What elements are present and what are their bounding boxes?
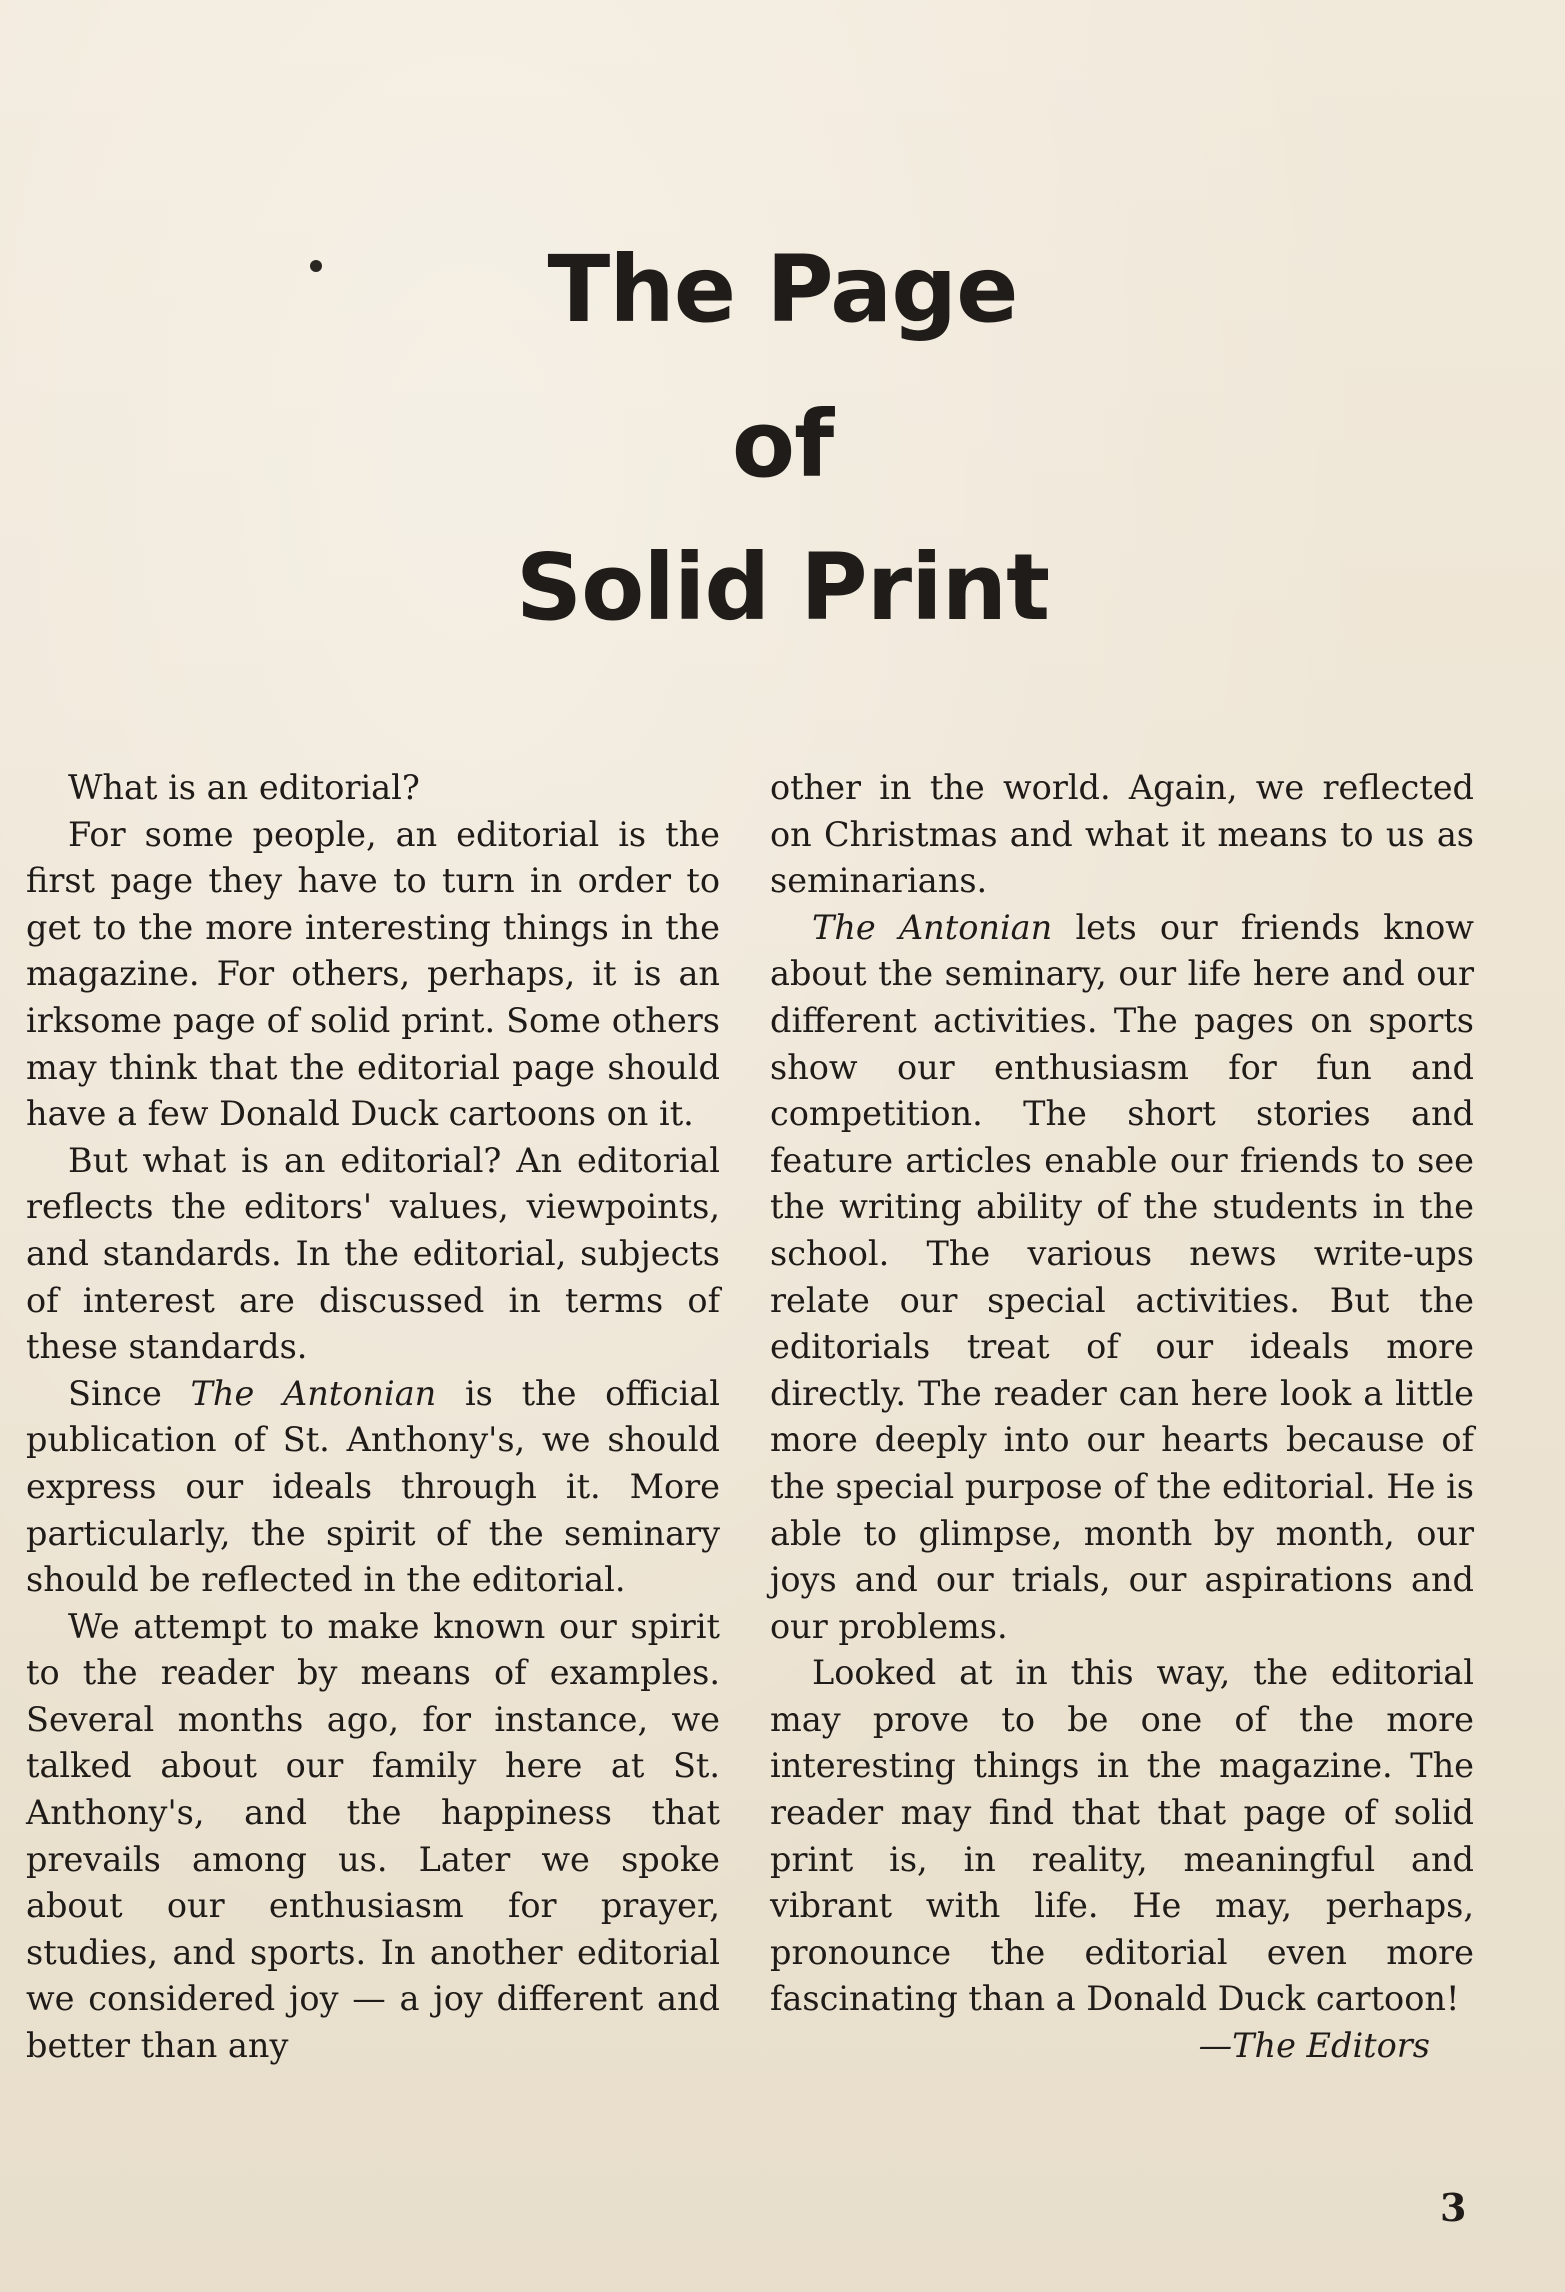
publication-name: The Antonian — [190, 1373, 437, 1413]
publication-name: The Antonian — [812, 907, 1053, 947]
text-run: lets our friends know about the seminary, our life here and our different activities. The pages on sports show our enthusiasm for fun and competition. The short stories and feature articles enable our friends to see the writing ability of the students in the school. The various news write-ups relate our special activities. But the editorials treat of our ideals more directly. The reader can here look a little more deeply into our hearts because of the special purpose of the editorial. He is able to glimpse, month by month, our joys and our trials, our aspirations and our problems. — [770, 907, 1474, 1646]
text-run: Since — [68, 1373, 191, 1413]
title-line-1: The Page — [547, 236, 1018, 343]
paragraph: What is an editorial? — [68, 768, 420, 807]
paragraph: We attempt to make known our spirit to the reader by means of examples. Several months ago, for instance, we talked about our family here at St. Anthony's, and the happiness that prevails among us. Later we spoke about our enthusiasm for prayer, studies, and sports. In another editorial we considered joy — a joy different and better than any — [26, 1606, 720, 2066]
paragraph: But what is an editorial? An editorial reflects the editors' values, viewpoints, and standards. In the editorial, subjects of interest are discussed in terms of these standards. — [26, 1140, 720, 1367]
paragraph: For some people, an editorial is the first page they have to turn in order to get to the more interesting things in the magazine. For others, perhaps, it is an irksome page of solid print. Some others may think that the editorial page should have a few Donald Duck cartoons on it. — [26, 814, 720, 1134]
title-line-2: of — [731, 391, 834, 498]
title-line-3: Solid Print — [515, 534, 1050, 641]
page-number: 3 — [1440, 2185, 1467, 2230]
paragraph — [26, 1371, 720, 1604]
left-column — [26, 765, 720, 2070]
right-column — [770, 765, 1474, 2070]
text-run: is the official publication of St. Anthony's, we should express our ideals through it. More particularly, the spirit of the seminary should be reflected in the editorial. — [26, 1373, 720, 1600]
signature: —The Editors — [1198, 2026, 1430, 2066]
paragraph: other in the world. Again, we reflected on Christmas and what it means to us as seminarians. — [770, 768, 1474, 901]
paragraph: Looked at in this way, the editorial may prove to be one of the more interesting things in the magazine. The reader may find that that page of solid print is, in reality, meaningful and vibrant with life. He may, perhaps, pronounce the editorial even more fascinating than a Donald Duck cartoon! — [770, 1653, 1474, 2019]
paragraph — [770, 905, 1474, 1651]
